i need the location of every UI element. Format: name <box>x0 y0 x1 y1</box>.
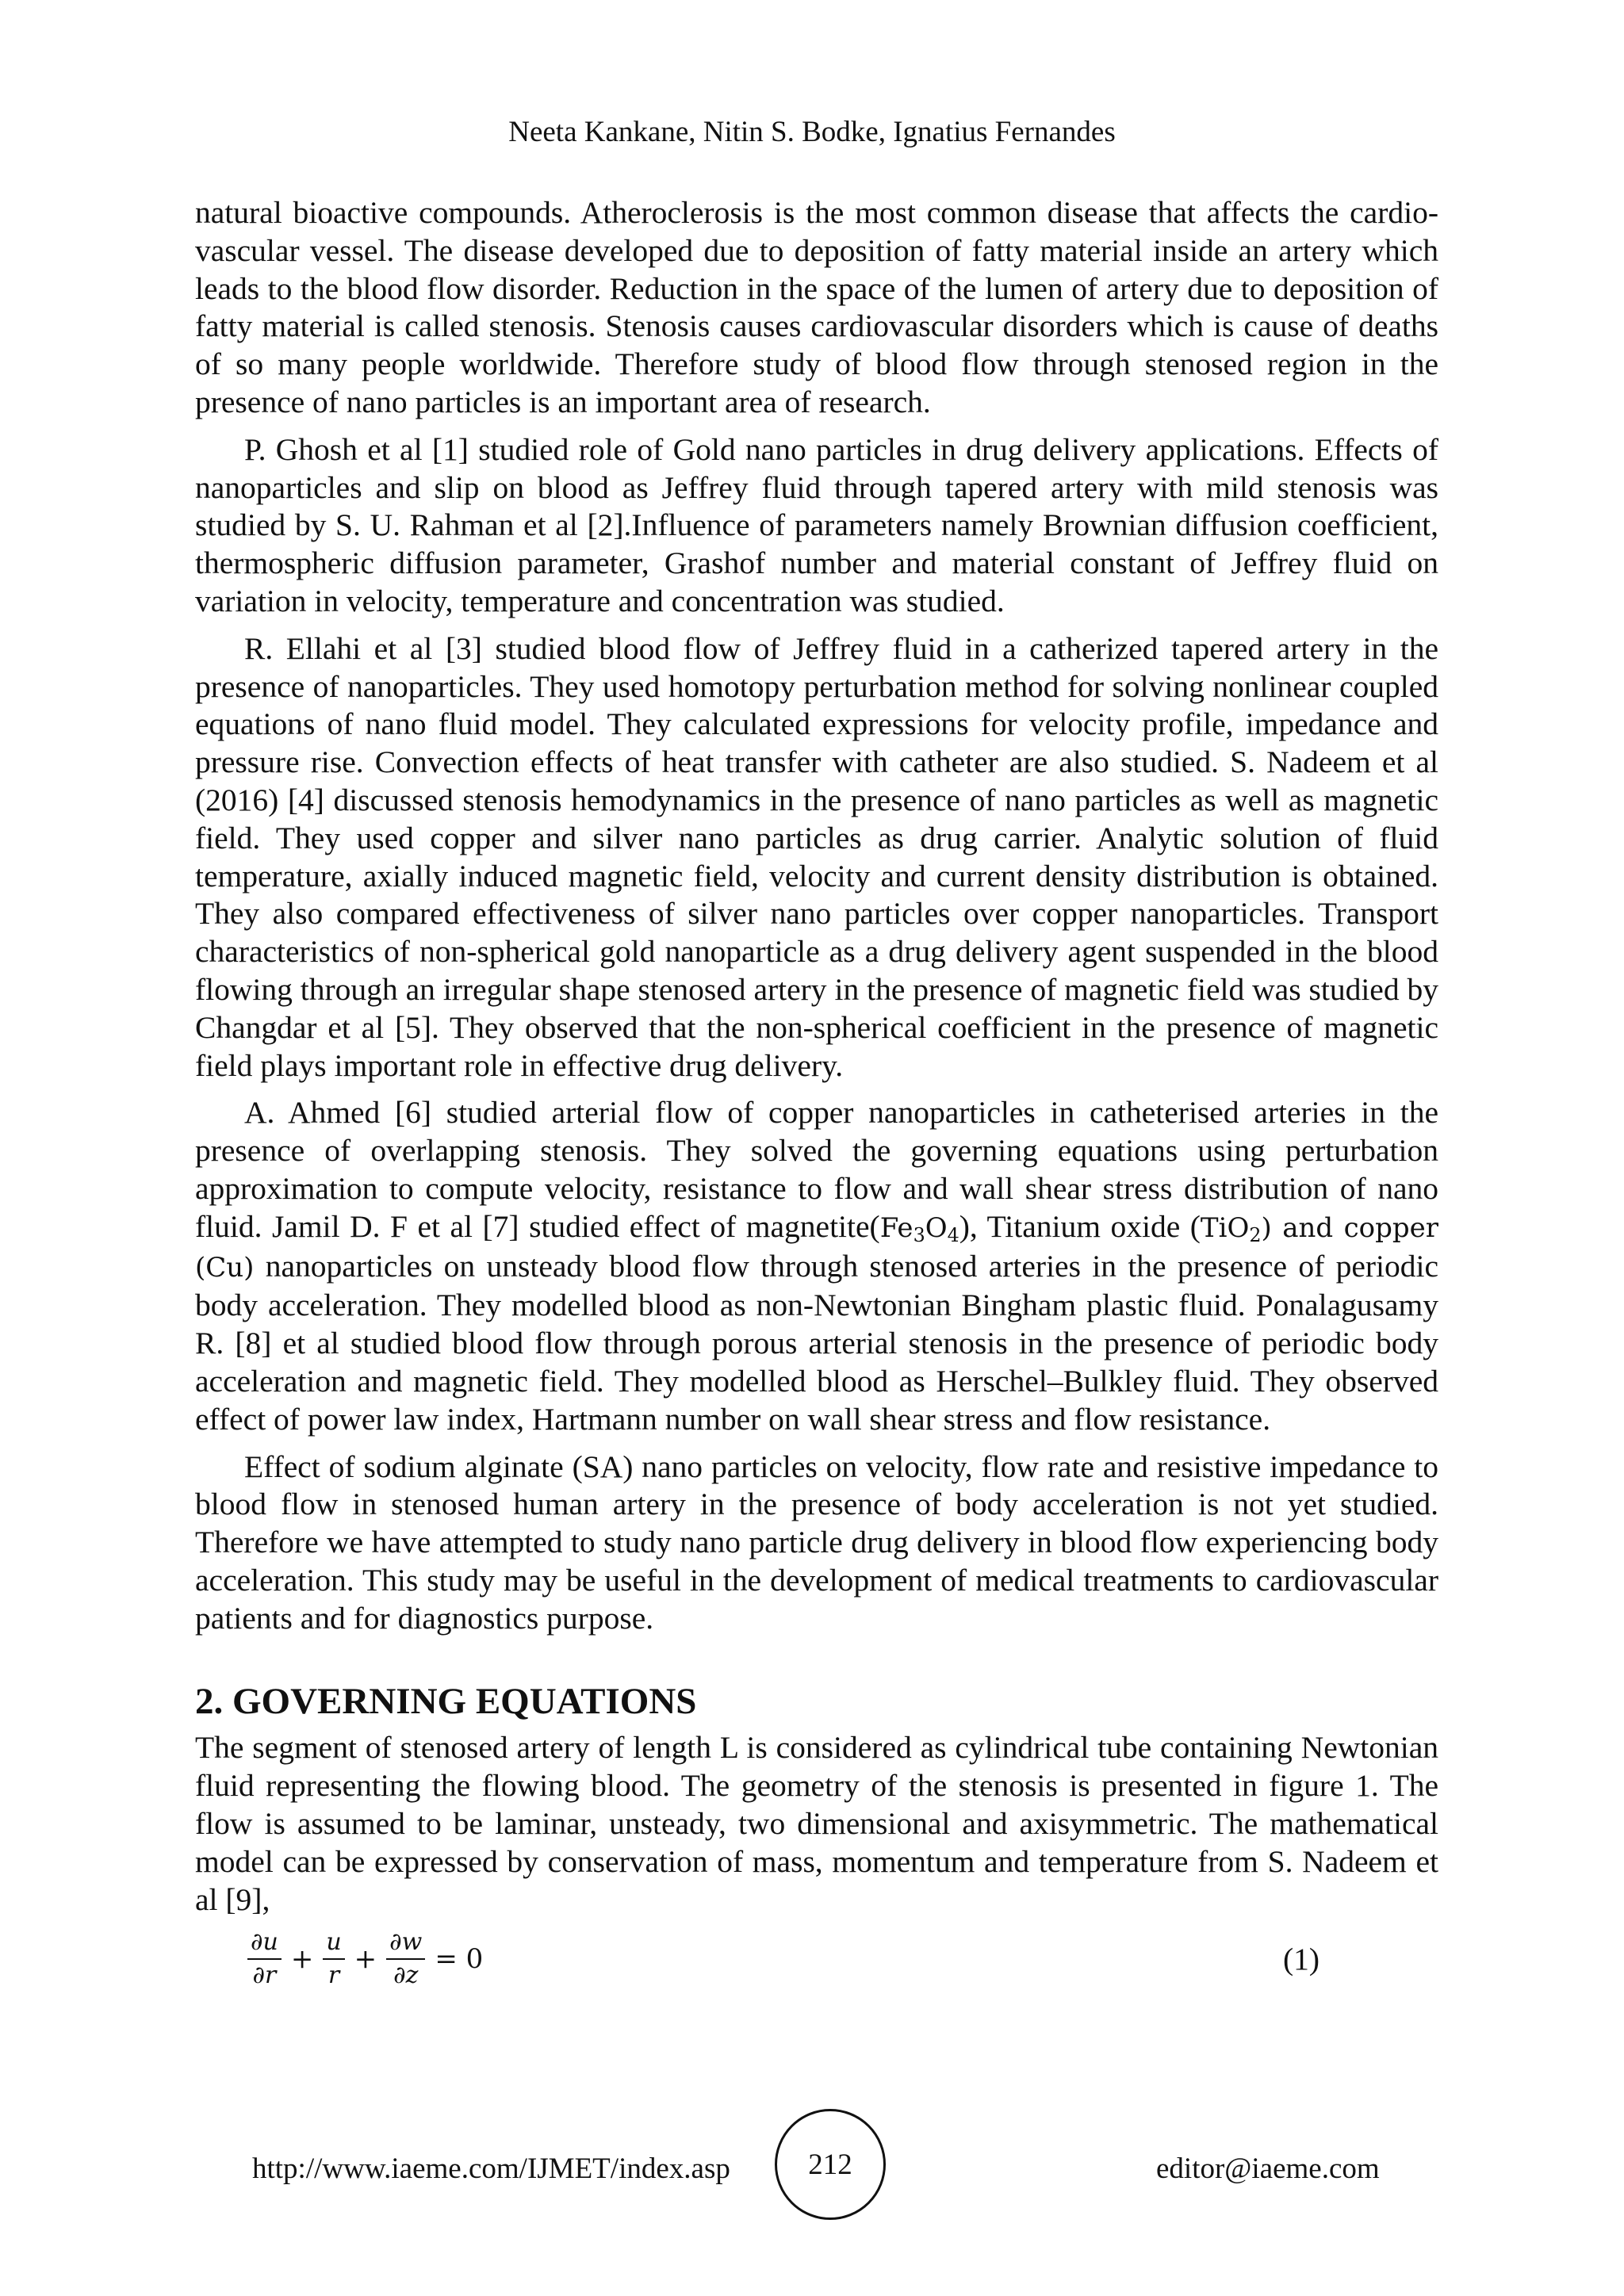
ahmed-text-b: ), Titanium oxide ( <box>959 1208 1201 1244</box>
page-number: 212 <box>808 2148 852 2181</box>
formula-tio2: TiO$_2$ <box>1200 1211 1262 1246</box>
paragraph-intro-continued: natural bioactive compounds. Atheroclerosis is the most common disease that affects the cardio-vascular vessel. The disease developed due to deposition of fatty material inside an artery which leads to the blood flow disorder. Reduction in the space of the lumen of artery due to deposition of fatty material is called stenosis. Stenosis causes cardiovascular disorders which is cause of deaths of so many people worldwide. Therefore study of blood flow through stenosed region in the presence of nano particles is an important area of research. <box>195 195 1438 419</box>
running-header: Neeta Kankane, Nitin S. Bodke, Ignatius Fernandes <box>508 116 1116 148</box>
equation-continuity <box>195 1922 1438 2009</box>
paragraph-ellahi: R. Ellahi et al [3] studied blood flow of Jeffrey fluid in a catherized tapered artery in the presence of nanoparticles. They used homotopy perturbation method for solving nonlinear coupled equations of nano fluid model. They calculated expressions for velocity profile, impedance and pressure rise. Convection effects of heat transfer with catheter are also studied. S. Nadeem et al (2016) [4] discussed stenosis hemodynamics in the presence of nano particles as well as magnetic field. They used copper and silver nano particles as drug carrier. Analytic solution of fluid temperature, axially induced magnetic field, velocity and current density distribution is obtained. They also compared effectiveness of silver nano particles over copper nanoparticles. Transport characteristics of non-spherical gold nanoparticle as a drug delivery agent suspended in the blood flowing through an irregular shape stenosed artery in the presence of magnetic field was studied by Changdar et al [5]. They observed that the non-spherical coefficient in the presence of magnetic field plays important role in effective drug delivery. <box>195 630 1438 1083</box>
footer-email-link[interactable]: editor@iaeme.com <box>1156 2152 1380 2185</box>
fraction-u-r: $\frac{u}{r}$ <box>323 1928 344 1990</box>
page-number-badge <box>775 2109 886 2220</box>
equation-rhs: = 0 <box>435 1942 484 1975</box>
equation-body: $\frac{\partial u}{\partial r}$ + $\frac{u}{r}$ + $\frac{\partial w}{\partial z}$ = 0 <box>244 1928 489 1990</box>
fraction-dw-dz: $\frac{\partial w}{\partial z}$ <box>386 1928 425 1990</box>
footer-url-link[interactable]: http://www.iaeme.com/IJMET/index.asp <box>252 2152 730 2185</box>
paragraph-ghosh: P. Ghosh et al [1] studied role of Gold nano particles in drug delivery applications. Effects of nanoparticles and slip on blood as Jeffrey fluid through tapered artery with mild stenosis was studied by S. U. Rahman et al [2].Influence of parameters namely Brownian diffusion coefficient, thermospheric diffusion parameter, Grashof number and material constant of Jeffrey fluid on variation in velocity, temperature and concentration was studied. <box>195 431 1438 618</box>
equation-number: (1) <box>1282 1942 1320 1977</box>
fraction-du-dr: $\frac{\partial u}{\partial r}$ <box>247 1928 282 1990</box>
formula-fe3o4: $Fe_3O_4$ <box>879 1211 959 1246</box>
ahmed-text-d: nanoparticles on unsteady blood flow through stenosed arteries in the presence of periodic body acceleration. They modelled blood as non-Newtonian Bingham plastic fluid. Ponalagusamy R. [8] et al studied blood flow through porous arterial stenosis in the presence of periodic body acceleration and magnetic field. They modelled blood as Herschel–Bulkley fluid. They observed effect of power law index, Hartmann number on wall shear stress and flow resistance. <box>195 1248 1438 1437</box>
section-heading: 2. GOVERNING EQUATIONS <box>195 1681 697 1723</box>
formula-copper: ) and copper (Cu) <box>195 1211 1438 1284</box>
paragraph-sodium-alginate: Effect of sodium alginate (SA) nano particles on velocity, flow rate and resistive impedance to blood flow in stenosed human artery in the presence of body acceleration is not yet studied. Therefore we have attempted to study nano particle drug delivery in blood flow experiencing body acceleration. This study may be useful in the development of medical treatments to cardiovascular patients and for diagnostics purpose. <box>195 1448 1438 1636</box>
paragraph-governing: The segment of stenosed artery of length L is considered as cylindrical tube containing Newtonian fluid representing the flowing blood. The geometry of the stenosis is presented in figure 1. The flow is assumed to be laminar, unsteady, two dimensional and axisymmetric. The mathematical model can be expressed by conservation of mass, momentum and temperature from S. Nadeem et al [9], <box>195 1730 1438 1917</box>
ahmed-text-a: A. Ahmed [6] studied arterial flow of copper nanoparticles in catheterised arteries in the presence of overlapping stenosis. They solved the governing equations using perturbation approximation to compute velocity, resistance to flow and wall shear stress distribution of nano fluid. Jamil D. F et al [7] studied effect of magnetite( <box>195 1095 1438 1244</box>
paragraph-ahmed <box>195 1094 1438 1438</box>
article-body <box>195 194 1438 2009</box>
